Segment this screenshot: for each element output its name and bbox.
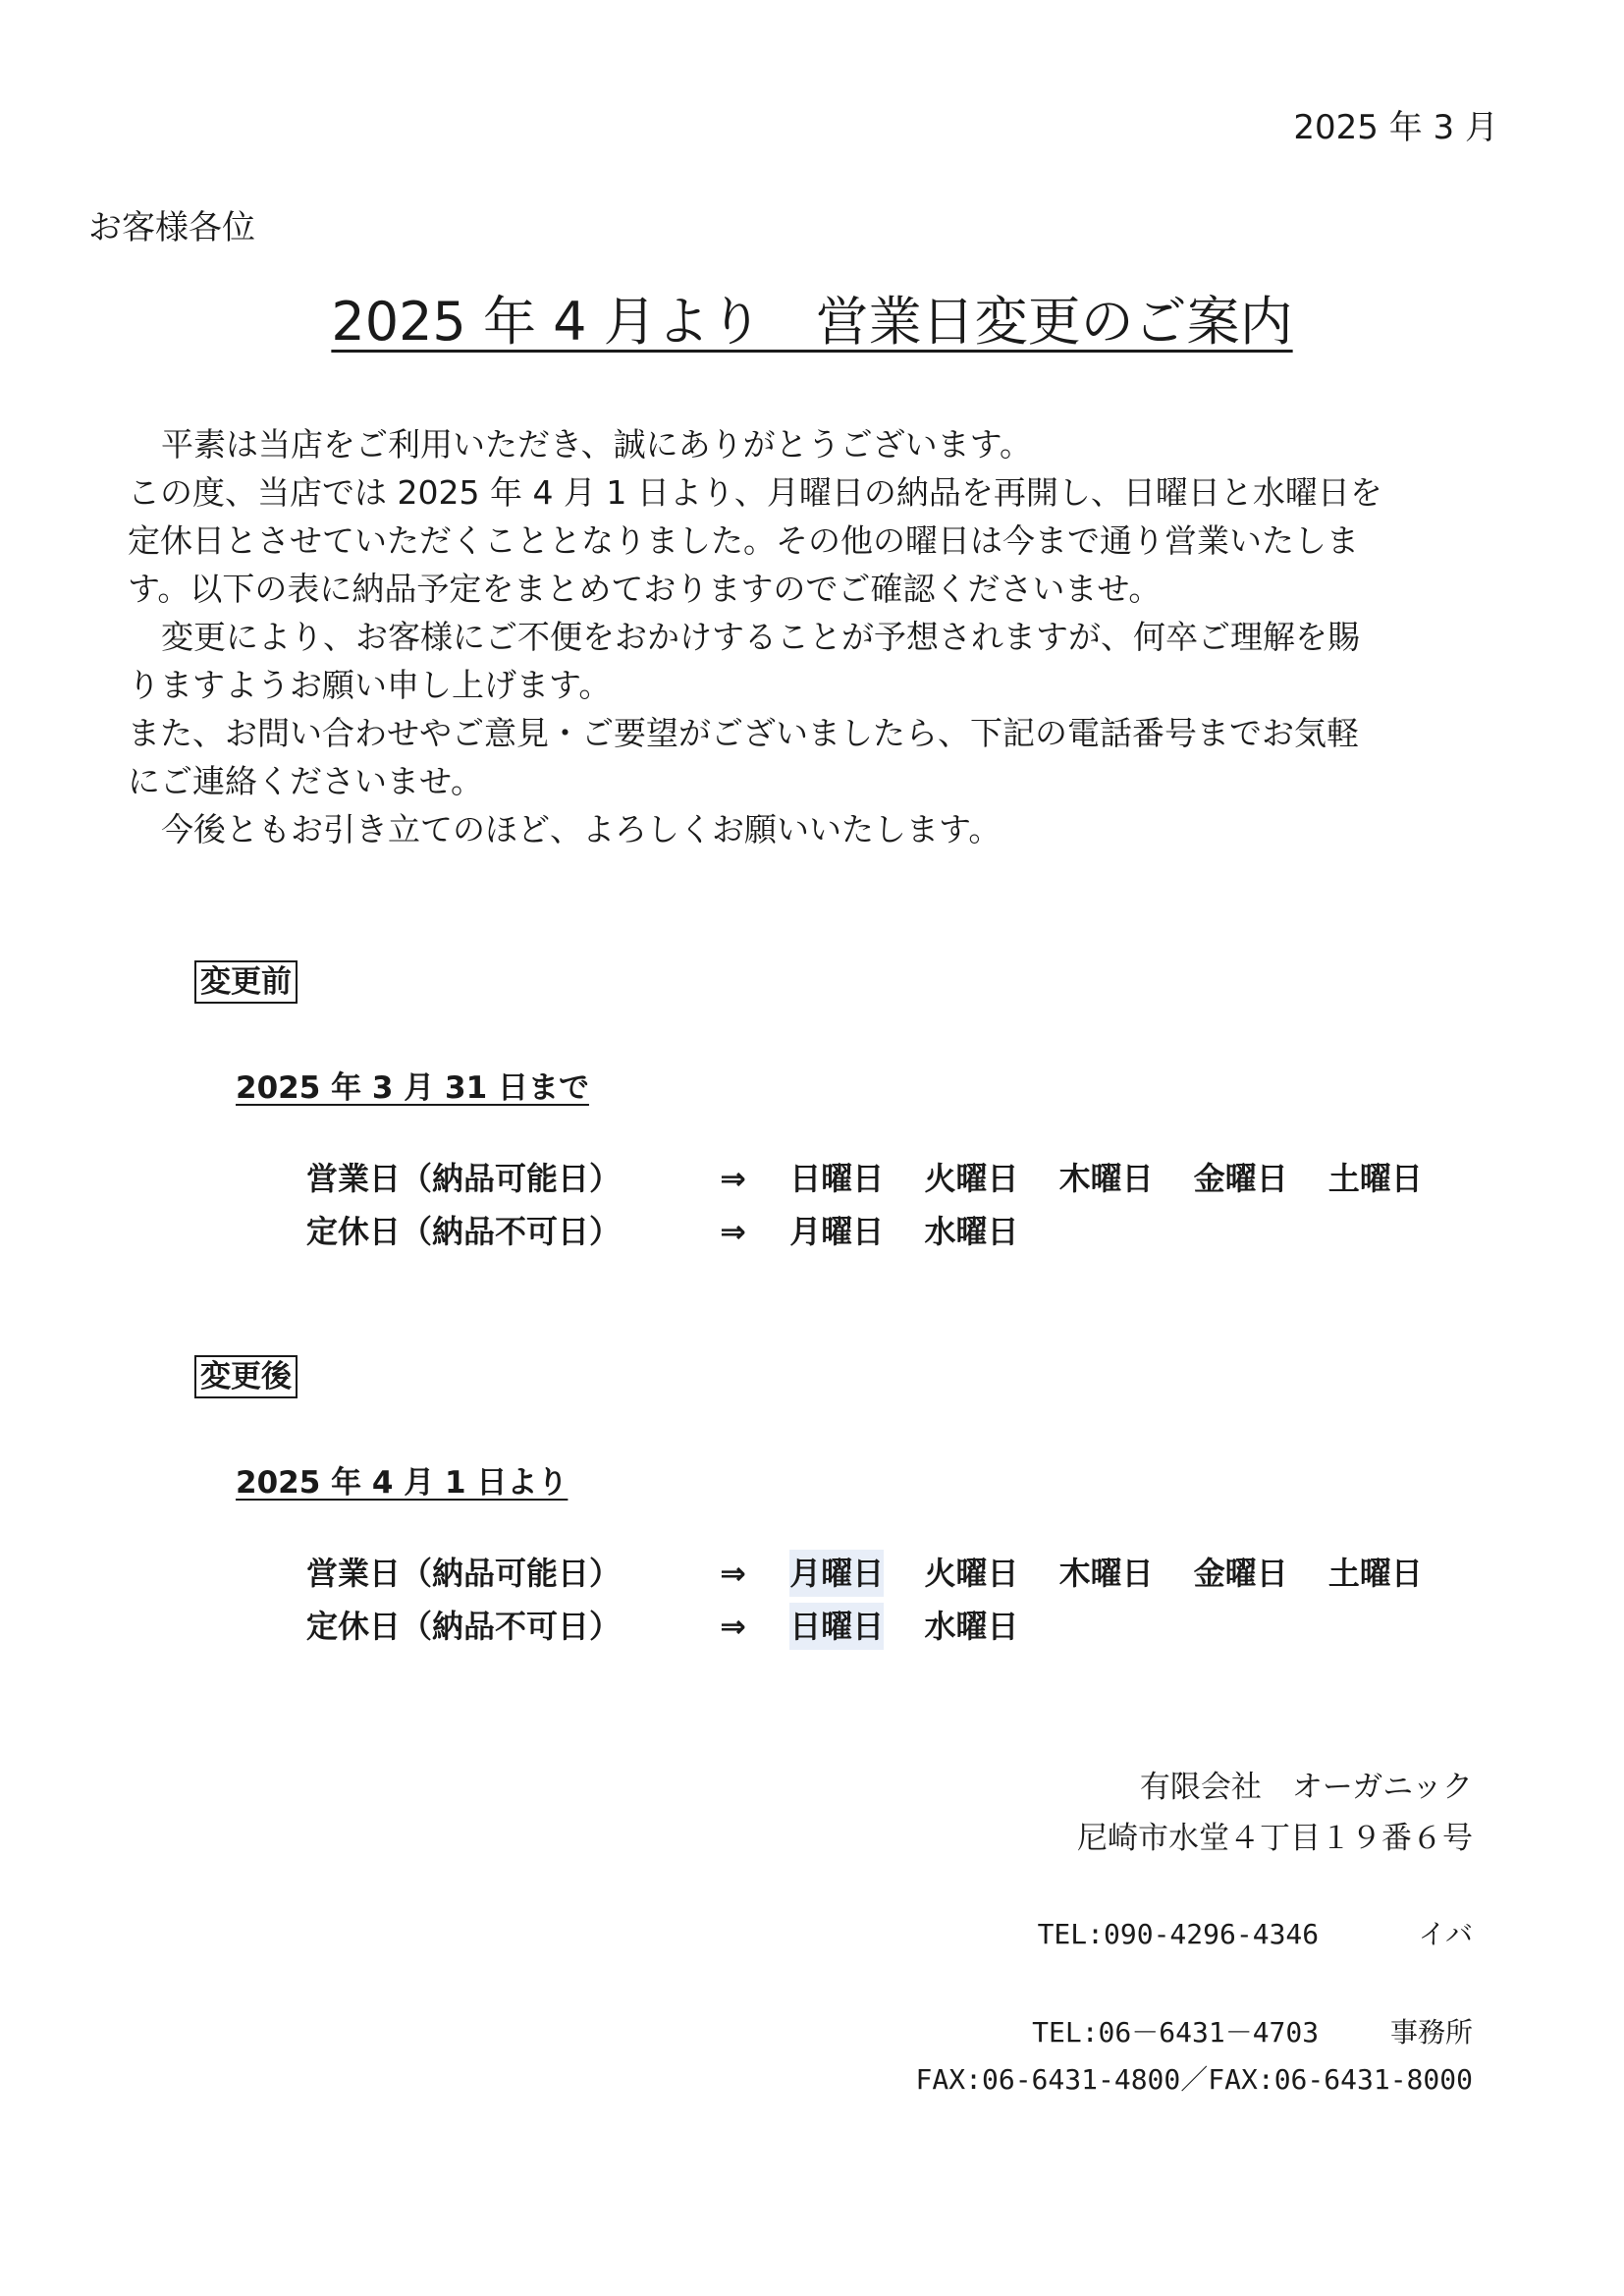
day: 木曜日 — [1058, 1555, 1154, 1592]
after-closed-row — [306, 1603, 1048, 1650]
closed-label: 定休日（納品不可日） — [306, 1608, 622, 1645]
after-open-row — [306, 1550, 1452, 1597]
body-line: 変更により、お客様にご不便をおかけすることが予想されますが、何卒ご理解を賜 — [161, 618, 1360, 656]
tel-office: TEL:06－6431－4703 — [1032, 2016, 1320, 2049]
day: 木曜日 — [1058, 1160, 1154, 1197]
day: 土曜日 — [1327, 1160, 1423, 1197]
arrow-icon: ⇒ — [720, 1213, 746, 1250]
title-text: 2025 年 4 月より 営業日変更のご案内 — [331, 291, 1293, 353]
body-text — [128, 420, 1502, 853]
day: 日曜日 — [789, 1603, 884, 1650]
before-section-label — [194, 962, 298, 1002]
body-line: この度、当店では 2025 年 4 月 1 日より、月曜日の納品を再開し、日曜日と水曜日を — [128, 473, 1382, 512]
before-closed-row — [306, 1208, 1048, 1255]
day: 水曜日 — [924, 1608, 1019, 1645]
body-line: 定休日とさせていただくこととなりました。その他の曜日は今まで通り営業いたしま — [128, 521, 1359, 560]
day: 月曜日 — [789, 1550, 884, 1597]
fax-numbers: FAX:06-6431-4800／FAX:06-6431-8000 — [915, 2063, 1473, 2096]
company-name: 有限会社 オーガニック — [1139, 1770, 1473, 1805]
after-label: 変更後 — [194, 1355, 298, 1398]
arrow-icon: ⇒ — [720, 1160, 746, 1197]
open-label: 営業日（納品可能日） — [306, 1160, 622, 1197]
body-line: 平素は当店をご利用いただき、誠にありがとうございます。 — [161, 425, 1033, 464]
body-line: にご連絡くださいませ。 — [128, 762, 484, 800]
day: 金曜日 — [1193, 1160, 1288, 1197]
tel-mobile-row — [1038, 1911, 1473, 1958]
day: 金曜日 — [1193, 1555, 1288, 1592]
company-address: 尼崎市水堂４丁目１９番６号 — [1077, 1821, 1473, 1856]
arrow-icon: ⇒ — [720, 1608, 746, 1645]
day: 日曜日 — [789, 1160, 885, 1197]
document-date: 2025 年 3 月 — [1293, 108, 1498, 147]
day: 火曜日 — [924, 1160, 1019, 1197]
before-period: 2025 年 3 月 31 日まで — [236, 1070, 589, 1106]
before-open-row — [306, 1155, 1452, 1202]
day: 火曜日 — [924, 1555, 1019, 1592]
tel-mobile: TEL:090-4296-4346 — [1037, 1918, 1320, 1950]
before-label: 変更前 — [194, 960, 298, 1004]
open-label: 営業日（納品可能日） — [306, 1555, 622, 1592]
after-period: 2025 年 4 月 1 日より — [236, 1465, 568, 1501]
arrow-icon: ⇒ — [720, 1555, 746, 1592]
closed-label: 定休日（納品不可日） — [306, 1213, 622, 1250]
day: 土曜日 — [1327, 1555, 1423, 1592]
page-title — [0, 287, 1624, 357]
body-line: 今後ともお引き立てのほど、よろしくお願いいたします。 — [161, 810, 1001, 848]
body-line: す。以下の表に納品予定をまとめておりますのでご確認くださいませ。 — [128, 570, 1162, 608]
body-line: また、お問い合わせやご意見・ご要望がございましたら、下記の電話番号までお気軽 — [128, 714, 1359, 752]
recipient: お客様各位 — [88, 208, 255, 247]
after-section-label — [194, 1357, 298, 1396]
day: 月曜日 — [789, 1213, 885, 1250]
tel-office-name: 事務所 — [1389, 2016, 1473, 2049]
day: 水曜日 — [924, 1213, 1019, 1250]
body-line: りますようお願い申し上げます。 — [128, 666, 612, 704]
tel-mobile-name: イバ — [1418, 1918, 1473, 1950]
tel-office-row — [1032, 2009, 1473, 2056]
